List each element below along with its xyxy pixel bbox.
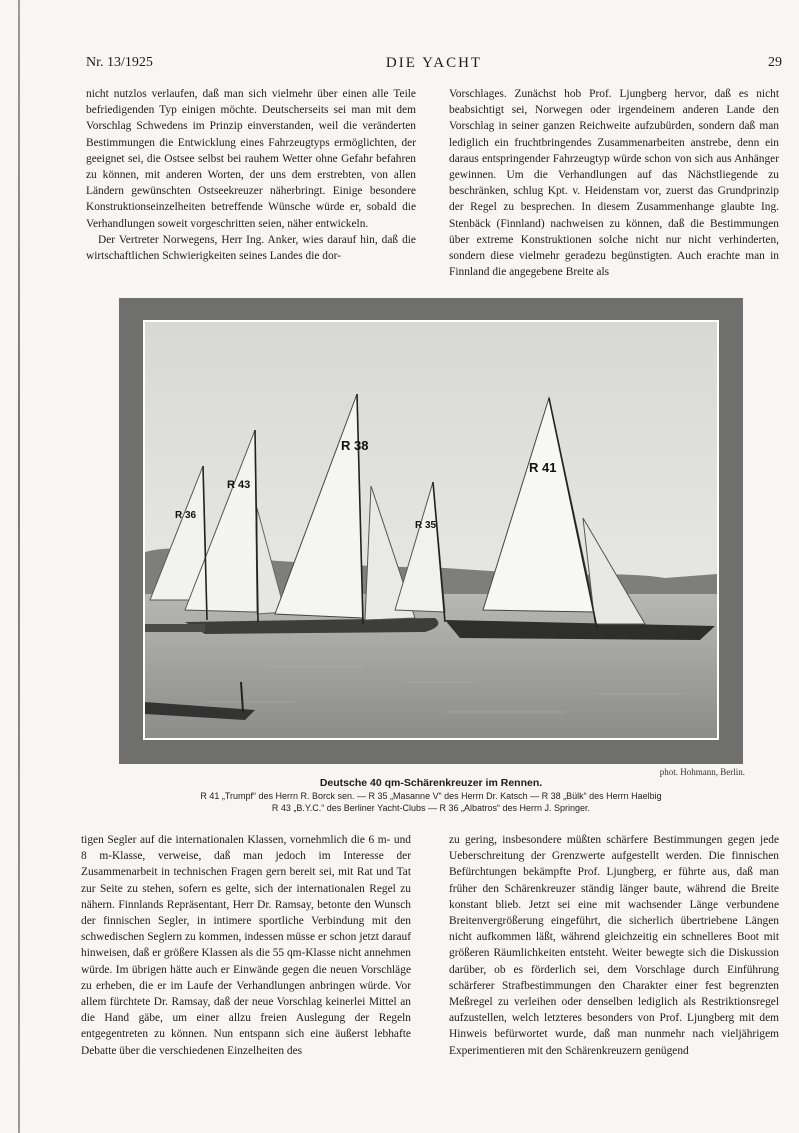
page-gutter-line [18,0,20,1133]
regatta-photo [143,320,719,740]
sailing-yachts-illustration [145,322,717,738]
photo-credit: phot. Hohmann, Berlin. [659,767,745,777]
caption-title: Deutsche 40 qm-Schärenkreuzer im Rennen. [319,777,543,789]
column-top-right [449,86,779,280]
journal-title: DIE YACHT [385,55,483,71]
paragraph: Der Vertreter Norwegens, Herr Ing. Anker, wies darauf hin, daß die wirtschaftlichen Schwierigkeiten seines Landes die dor- [86,233,416,263]
paragraph: zu gering, insbesondere müßten schärfere Bestimmungen gegen jede Ueberschreitung der Grenzwerte aufgestellt werden. Die finnischen Befürchtungen bekämpfte Prof. Ljungberg, er führte aus, daß man früher den Schärenkreuzer ständig länger baute, während die Breite konstant blieb. Jetzt sei eine mit wachsender Länge verbundene Breitenvergrößerung eingeführt, die sicherlich übertriebene Längen nicht aufkommen läßt, während gleichzeitig ein schnelleres Boot mit größeren Räumlichkeiten entsteht. Weiter bewegte sich die Diskussion darüber, ob es förderlich sei, dem Vorschlage durch Einführung schärferer Strafbestimmungen den Charakter einer fest begrenzten Meßregel zu verleihen oder denselben lediglich als Restriktionsregel aufzustellen, welch letzteres besonders von Prof. Ljungberg mit dem Hinweis befürwortet wurde, daß man nunmehr nach vieljährigem Experimentieren mit den Schärenkreuzern genügend [449,834,779,1057]
issue-number: Nr. 13/1925 [86,55,153,70]
paragraph: tigen Segler auf die internationalen Klassen, vornehmlich die 6 m- und 8 m-Klasse, verweise, daß man jedoch im Interesse der Zusammenarbeit in technischen Fragen gern bereit sei, mit Rat und Tat zur Seite zu stehen, sofern es gelte, sich der internationalen Regel zu nähern. Finnlands Repräsentant, Herr Dr. Ramsay, betonte den Wunsch der finnischen Segler, in intimere sportliche Verbindung mit den schwedischen Seglern zu kommen, indessen müsse er schon jetzt darauf hinweisen, daß er größere Klassen als die 55 qm-Klasse nicht annehmen würde. Im übrigen hätte auch er Einwände gegen die neuen Vorschläge zu erheben, die er im Laufe der Verhandlungen anbringen würde. Vor allem fürchtete Dr. Ramsay, daß der neue Vorschlag keinerlei Mittel an die Hand gäbe, um einer allzu freien Auslegung der Regeln entgegentreten zu können. Nun entspann sich eine äußerst lebhafte Debatte über die verschiedenen Einzelheiten des [81,834,411,1057]
caption-line: R 43 „B.Y.C.“ des Berliner Yacht-Clubs — R 36 „Albatros“ des Herrn J. Springer. [271,803,591,813]
column-bottom-left [81,832,411,1059]
sail-number-r36: R 36 [175,510,197,521]
caption-line: R 41 „Trumpf“ des Herrn R. Borck sen. — R 35 „Masanne V“ des Herrn Dr. Katsch — R 38 „Bülk“ des Herrn Haelbig [200,791,662,801]
paragraph: Vorschlages. Zunächst hob Prof. Ljungberg hervor, daß es nicht beabsichtigt sei, Norwegen oder irgendeinem anderen Lande den Vorschlag in seiner ganzen Reichweite aufzubürden, sondern daß man lediglich ein fruchtbringendes Zusammenarbeiten anstrebe, denn ein daraus entspringender Fahrzeugtyp würde schon von sich aus Anhänger gewinnen. Um die Verhandlungen auf das Nächstliegende zu beschränken, schlug Kpt. v. Heidenstam vor, zuerst das Grundprinzip der Regel zu besprechen. In diesem Zusammenhange glaubte Ing. Stenbäck (Finnland) nachweisen zu können, daß die Bestimmungen über extreme Konstruktionen solche nicht nur nicht verhinderten, sondern diese vielmehr geradezu begünstigten. Auch erachte man in Finnland die angegebene Breite als [449,88,779,279]
photo-frame [119,298,743,764]
paragraph: nicht nutzlos verlaufen, daß man sich vielmehr über einen alle Teile befriedigenden Typ einigen möchte. Deutscherseits sei man mit dem Vorschlag Schwedens im Prinzip einverstanden, weil die veränderten Bestimmungen die Entwicklung eines Fahrzeugtyps ermöglichten, der geeignet sei, die Ostsee selbst bei rauhem Wetter ohne Gefahr befahren zu können, mit anderen Worten, der uns dem erstrebten, von allen Ländern gewünschten Ostseekreuzer näherbringt. Einige besondere Konstruktionseinzelheiten betreffende Wünsche würde er, sobald die Verhandlungen soweit vorgeschritten seien, näher entwickeln. [86,88,416,230]
sail-number-r43: R 43 [227,479,251,491]
column-bottom-right [449,832,779,1059]
running-header [86,55,782,75]
sail-number-r35: R 35 [415,520,437,531]
page-number: 29 [768,55,782,70]
sail-number-r41: R 41 [529,460,557,475]
sail-number-r38: R 38 [341,438,369,453]
column-top-left [86,86,416,264]
